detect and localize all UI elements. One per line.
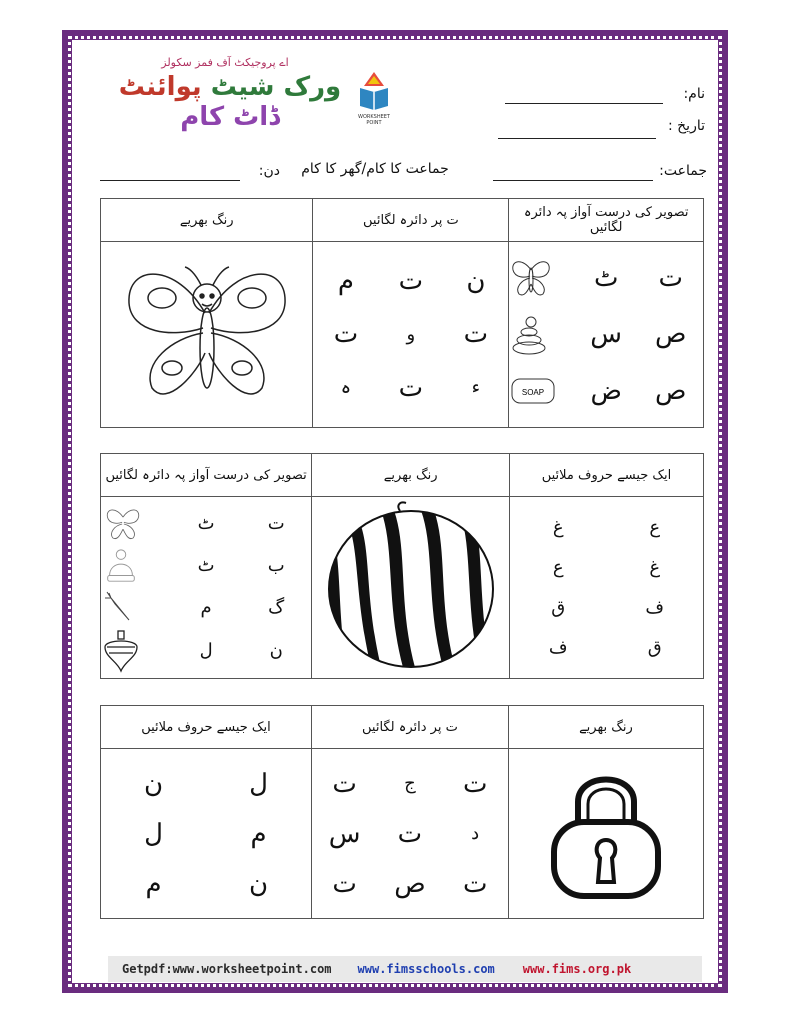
s2-watermelon-cell [312,497,510,679]
soap-label: SOAP [522,388,545,398]
letter[interactable]: ع [552,557,564,578]
s1-header-color: رنگ بھریے [101,199,313,242]
snake-icon [509,312,549,356]
brand-title [110,72,350,132]
s1-header-sound: تصویر کی درست آواز پہ دائرہ لگائیں [509,199,704,242]
letter[interactable]: ب [267,555,285,576]
spinning-top-icon [101,629,141,673]
watermelon-coloring-icon [322,501,500,671]
s1-mid-letter-grid [313,255,508,415]
letter[interactable]: ج [404,773,416,794]
date-label: تاریخ : [667,118,705,134]
letter[interactable]: ق [647,637,662,658]
s3-circle-t-cell [312,749,509,919]
s3-header-match: ایک جیسے حروف ملائیں [101,706,312,749]
letter[interactable]: ء [471,377,481,399]
letter[interactable]: ت [332,768,357,799]
footer-link-worksheetpoint[interactable]: Getpdf:www.worksheetpoint.com [122,962,332,976]
carrot-icon [101,590,137,626]
s3-match-cell [101,749,312,919]
letter[interactable]: ت [658,262,683,293]
s2-sound-cell [101,497,312,679]
letter[interactable]: ت [463,319,489,350]
letter[interactable]: ف [645,597,665,618]
section-1-table [100,198,704,428]
letter[interactable]: ل [144,818,163,849]
s2-match-grid [510,508,703,668]
padlock-coloring-icon [546,762,666,902]
date-field[interactable] [498,138,656,139]
brand-title-part2: پوائنٹ [118,72,202,102]
letter[interactable]: گ [268,597,285,618]
name-label: نام: [683,86,705,102]
worksheet [80,48,710,975]
letter[interactable]: ن [248,868,269,899]
s1-sound-grid [509,250,703,420]
day-field[interactable] [100,180,240,181]
s1-butterfly-cell [101,242,313,428]
letter[interactable]: ل [249,768,268,799]
s2-header-sound: تصویر کی درست آواز پہ دائرہ لگائیں [101,454,312,497]
letter[interactable]: ل [199,640,213,661]
letter[interactable]: ٹ [197,513,215,534]
s3-header-circle-t: ت پر دائرہ لگائیں [312,706,509,749]
s1-header-circle-t: ت پر دائرہ لگائیں [313,199,509,242]
page-border [62,30,728,993]
letter[interactable]: ع [649,517,661,538]
class-label: جماعت: [659,163,707,179]
letter[interactable]: ف [548,637,568,658]
s3-mid-letter-grid [312,759,508,909]
letter[interactable]: ن [269,640,283,661]
butterfly-icon [101,505,145,543]
letter[interactable]: ن [143,768,164,799]
letter[interactable]: ت [462,768,488,799]
s2-match-cell [510,497,704,679]
letter[interactable]: ص [655,376,687,407]
letter[interactable]: ٹ [593,262,619,293]
classwork-label: جماعت کا کام/گھر کا کام [301,161,449,177]
day-label: دن: [258,163,280,179]
letter[interactable]: ض [590,376,622,407]
brand-title-part1: ورک شیٹ [210,72,342,102]
butterfly-coloring-icon [117,253,297,413]
s2-sound-grid [101,503,311,673]
s3-match-grid [101,759,311,909]
section-3-table [100,705,704,919]
letter[interactable]: س [328,818,361,849]
logo-caption: WORKSHEET POINT [358,114,390,126]
butterfly-icon [509,256,553,300]
letter[interactable]: ت [397,818,423,849]
s2-header-color: رنگ بھریے [312,454,510,497]
letter[interactable]: ص [655,319,687,350]
brand-tagline: اے پروجیکٹ آف فمز سکولز [161,56,289,69]
letter[interactable]: ت [333,319,359,350]
hat-icon [101,547,141,585]
name-field[interactable] [505,103,663,104]
letter[interactable]: ت [462,868,488,899]
s1-circle-t-cell [313,242,509,428]
letter[interactable]: ت [398,266,424,297]
letter[interactable]: م [145,868,162,899]
footer-link-fims[interactable]: www.fims.org.pk [522,962,632,976]
letter[interactable]: غ [552,517,564,538]
soap-icon [509,373,557,409]
letter[interactable]: ہ [340,377,352,399]
book-logo-icon [357,70,391,110]
letter[interactable]: ٹ [197,555,215,576]
class-field[interactable] [493,180,653,181]
logo [352,70,396,126]
brand-title-part3: ڈاٹ کام [180,102,280,132]
letter[interactable]: م [250,818,267,849]
letter[interactable]: غ [649,557,661,578]
letter[interactable]: م [337,266,354,297]
letter[interactable]: م [200,597,212,618]
letter[interactable]: ن [466,266,486,297]
letter[interactable]: س [590,319,623,350]
letter[interactable]: ت [398,372,424,403]
letter[interactable]: ص [394,868,426,899]
letter[interactable]: و [406,323,416,345]
letter[interactable]: ت [332,868,357,899]
letter[interactable]: د [471,823,480,844]
s2-header-match: ایک جیسے حروف ملائیں [510,454,704,497]
footer-link-fimsschools[interactable]: www.fimsschools.com [357,962,495,976]
s3-header-color: رنگ بھریے [508,706,703,749]
section-2-table [100,453,704,679]
footer-bar [108,956,702,982]
s1-sound-cell [509,242,704,428]
s3-lock-cell [508,749,703,919]
letter[interactable]: ق [551,597,566,618]
letter[interactable]: ت [267,513,285,534]
